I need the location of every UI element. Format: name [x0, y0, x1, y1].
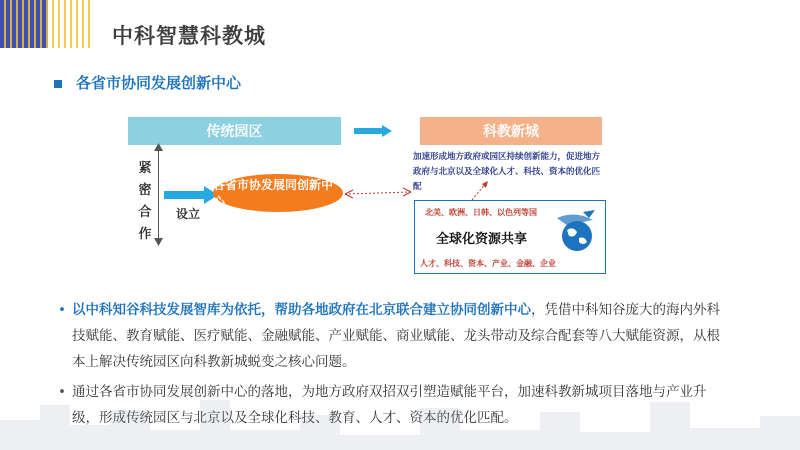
innovation-center-ellipse: [213, 174, 343, 212]
city-description: 加速形成地方政府或园区持续创新能力，促进地方政府与北京以及全球化人才、科技、资本的优化匹配: [413, 152, 601, 192]
page-title: 中科智慧科教城: [112, 24, 266, 48]
corner-stripes: [0, 0, 90, 48]
bullet-dot: •: [58, 302, 66, 318]
bullet-item: [58, 297, 728, 375]
global-resource-types: 人才、科技、资本、产业、金融、企业: [420, 259, 556, 268]
dotted-connector: [343, 150, 413, 200]
bullet-text: ，凭借中科知谷庞大的海内外科技赋能、教育赋能、医疗赋能、金融赋能、产业赋能、商业赋能、龙头带动及综合配套等八大赋能资源，从根本上解决传统园区向科教新城蜕变之核心问题。: [72, 302, 720, 370]
subtitle-bullet-icon: [54, 80, 62, 88]
cooperation-line: [158, 146, 159, 243]
section-subtitle: 各省市协同发展创新中心: [76, 74, 242, 92]
global-regions: 北美、欧洲、日韩、以色列等国: [425, 208, 537, 217]
bullet-highlight: 以中科知谷科技发展智库为依托，帮助各地政府在北京联合建立协同创新中心: [71, 302, 531, 318]
arrow-up-icon: [154, 143, 163, 151]
cooperation-text: [136, 158, 154, 246]
traditional-park-box: 传统园区: [128, 117, 341, 145]
skyline-background: [0, 380, 800, 450]
global-resources-title: 全球化资源共享: [436, 232, 528, 247]
innovation-center-label: 各省市协发展同创新中心: [213, 178, 334, 209]
cooperation-char: 合: [138, 205, 152, 220]
cooperation-char: 紧: [138, 161, 152, 176]
globe-plane-icon: [553, 208, 599, 254]
close-cooperation-label: [136, 158, 154, 246]
setup-arrow-icon: [164, 186, 218, 204]
arrow-right-icon: [354, 125, 392, 137]
arrow-down-icon: [154, 238, 163, 246]
cooperation-char: 作: [138, 227, 152, 242]
science-city-box: 科教新城: [420, 117, 602, 145]
bullet-text: 通过各省市协同发展创新中心的落地，为地方政府双招双引塑造赋能平台，加速科教新城项目落地与产业升级，形成传统园区与北京以及全球化科技、教育、人才、资本的优化匹配。: [71, 384, 707, 426]
setup-label: 设立: [176, 207, 201, 221]
bullet-dot: •: [58, 384, 66, 400]
cooperation-char: 密: [138, 183, 152, 198]
